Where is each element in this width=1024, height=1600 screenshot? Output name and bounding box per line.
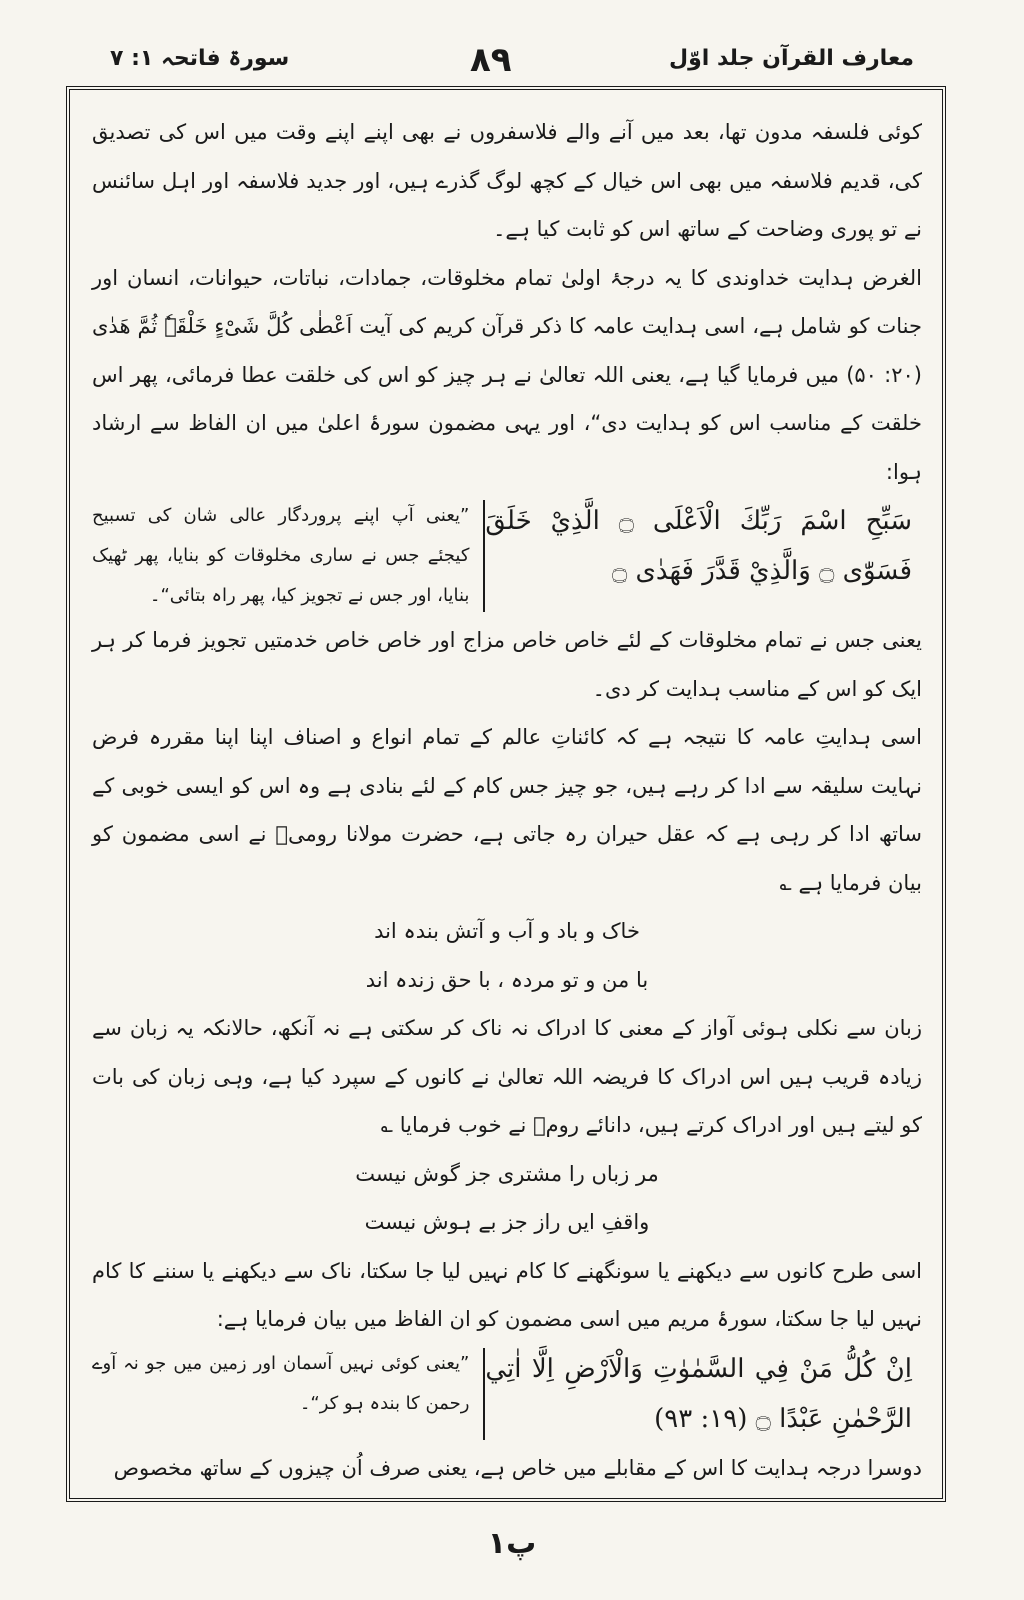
page-header [0, 40, 1024, 90]
column-divider [483, 1348, 485, 1440]
verse-block-aala [92, 496, 922, 616]
page-number: ۸۹ [470, 40, 512, 80]
paragraph: یعنی جس نے تمام مخلوقات کے لئے خاص خاص مزاج اور خاص خاص خدمتیں تجویز فرما کر ہر ایک کو اس کے مناسب ہدایت کر دی۔ [92, 628, 922, 701]
paragraph: اسی ہدایتِ عامہ کا نتیجہ ہے کہ کائناتِ عالم کے تمام انواع و اصناف اپنا اپنا مقررہ فرض نہایت سلیقہ سے ادا کر رہے ہیں، جو چیز جس کام کے لئے بنادی ہے وہ اس کو ایسی خوبی کے ساتھ ادا کر رہی ہے کہ عقل حیران رہ جاتی ہے، حضرت مولانا رومیؒ نے اسی مضمون کو بیان فرمایا ہے ؎ [92, 725, 922, 895]
paragraph: اسی طرح کانوں سے دیکھنے یا سونگھنے کا کام نہیں لیا جا سکتا، ناک سے دیکھنے یا سننے کا کام نہیں لیا جا سکتا، سورۂ مریم میں اسی مضمون کو ان الفاظ میں بیان فرمایا ہے: [92, 1258, 922, 1331]
arabic-verse: اِنْ كُلُّ مَنْ فِي السَّمٰوٰتِ وَالْاَرْضِ اِلَّا اٰتِي الرَّحْمٰنِ عَبْدًا ۝ (۱۹: ۹۳) [485, 1353, 912, 1434]
poem-line: خاک و باد و آب و آتش بندہ اند [374, 919, 640, 943]
column-divider [483, 500, 485, 612]
verse-translation: ”یعنی کوئی نہیں آسمان اور زمین میں جو نہ آوے رحمن کا بندہ ہو کر“۔ [91, 1352, 470, 1414]
poem-line: واقفِ ایں راز جز بے ہوش نیست [364, 1210, 650, 1234]
poem-line: مر زباں را مشتری جز گوش نیست [355, 1161, 659, 1186]
book-title: معارف القرآن جلد اوّل [669, 46, 914, 71]
page-body [92, 108, 922, 1492]
verse-block-maryam [92, 1344, 922, 1444]
signature-mark: ۱پ [487, 1526, 537, 1561]
poem-line: با من و تو مردہ ، با حق زندہ اند [365, 967, 649, 992]
paragraph: دوسرا درجہ ہدایت کا اس کے مقابلے میں خاص ہے، یعنی صرف اُن چیزوں کے ساتھ مخصوص [113, 1455, 922, 1480]
surah-reference: سورۃ فاتحہ ۱: ۷ [110, 46, 290, 71]
paragraph: زبان سے نکلی ہوئی آواز کے معنی کا ادراک نہ ناک کر سکتی ہے نہ آنکھ، حالانکہ یہ زبان سے زیادہ قریب ہیں اس ادراک کا فریضہ اللہ تعالیٰ نے کانوں کے سپرد کیا ہے، وہی زبان کی بات کو لیتے ہیں اور ادراک کرتے ہیں، دانائے رومؒ نے خوب فرمایا ؎ [92, 1016, 922, 1137]
paragraph: الغرض ہدایت خداوندی کا یہ درجۂ اولیٰ تمام مخلوقات، جمادات، نباتات، حیوانات، انسان اور جنات کو شامل ہے، اسی ہدایت عامہ کا ذکر قرآن کریم کی آیت اَعْطٰی کُلَّ شَیْءٍ خَلْقَہٗ ثُمَّ ھَدٰی (۲۰: ۵۰) میں فرمایا گیا ہے، یعنی اللہ تعالیٰ نے ہر چیز کو اس کی خلقت عطا فرمائی، پھر اس خلقت کے مناسب اس کو ہدایت دی“، اور یہی مضمون سورۂ اعلیٰ میں ان الفاظ سے ارشاد ہوا: [92, 265, 922, 484]
verse-translation: ”یعنی آپ اپنے پروردگار عالی شان کی تسبیح کیجئے جس نے ساری مخلوقات کو بنایا، پھر ٹھیک بنایا، اور جس نے تجویز کیا، پھر راہ بتائی“۔ [91, 505, 470, 606]
arabic-verse: سَبِّحِ اسْمَ رَبِّكَ الْاَعْلَى ۝ الَّذِيْ خَلَقَ فَسَوّٰى ۝ وَالَّذِيْ قَدَّرَ فَهَدٰى ۝ [485, 506, 912, 586]
paragraph: کوئی فلسفہ مدون تھا، بعد میں آنے والے فلاسفروں نے بھی اپنے اپنے وقت میں اس کی تصدیق کی، قدیم فلاسفہ میں بھی اس خیال کے کچھ لوگ گذرے ہیں، اور جدید فلاسفہ اور اہل سائنس نے تو پوری وضاحت کے ساتھ اس کو ثابت کیا ہے۔ [92, 120, 922, 241]
